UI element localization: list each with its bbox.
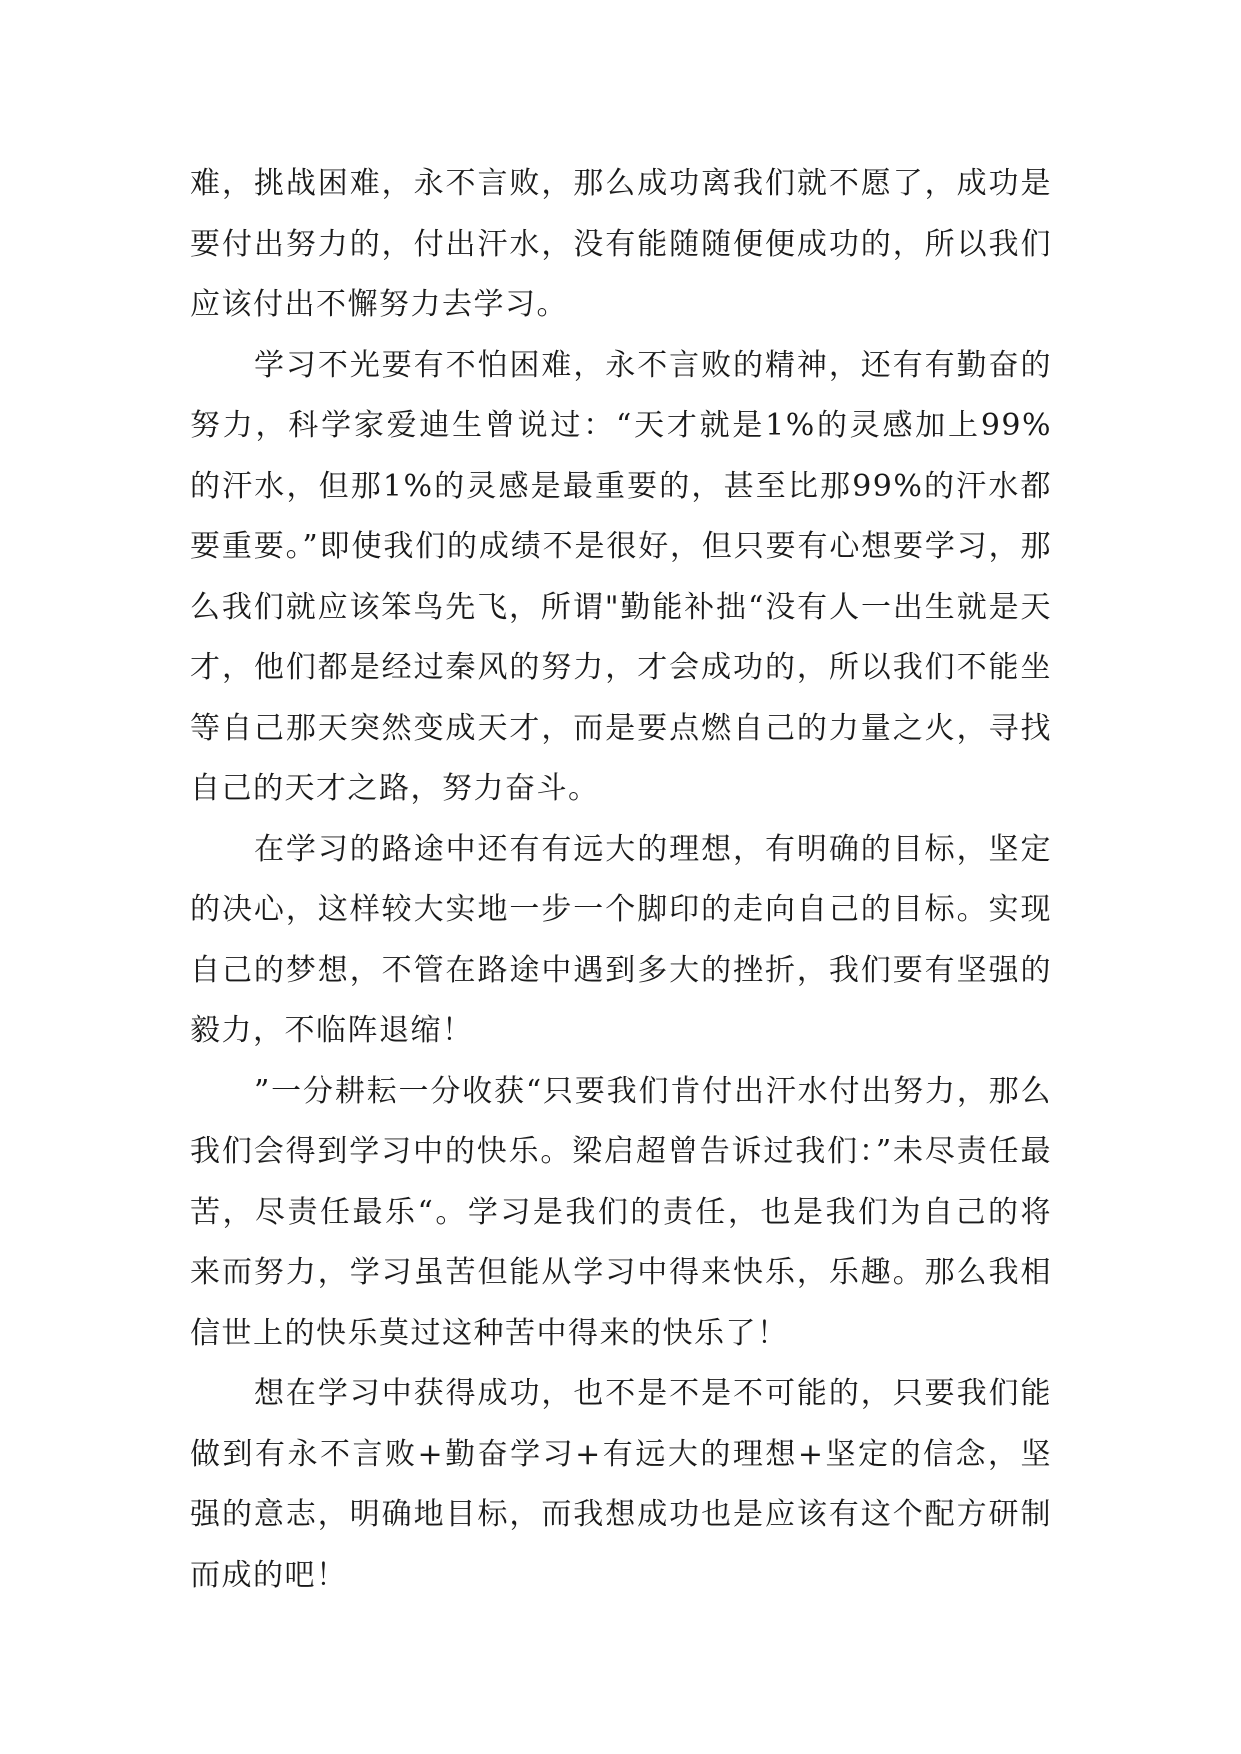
paragraph-2: 学习不光要有不怕困难，永不言败的精神，还有有勤奋的努力，科学家爱迪生曾说过：“天才就是1%的灵感加上99%的汗水，但那1%的灵感是最重要的，甚至比那99%的汗水都要重要。”即使我们的成绩不是很好，但只要有心想要学习，那么我们就应该笨鸟先飞，所谓"勤能补拙“没有人一出生就是天才，他们都是经过秦风的努力，才会成功的，所以我们不能坐等自己那天突然变成天才，而是要点燃自己的力量之火，寻找自己的天才之路，努力奋斗。 bbox=[190, 347, 1052, 806]
paragraph-1: 难，挑战困难，永不言败，那么成功离我们就不愿了，成功是要付出努力的，付出汗水，没有能随随便便成功的，所以我们应该付出不懈努力去学习。 bbox=[190, 166, 1052, 322]
paragraph-5: 想在学习中获得成功，也不是不是不可能的，只要我们能做到有永不言败+勤奋学习+有远大的理想+坚定的信念，坚强的意志，明确地目标，而我想成功也是应该有这个配方研制而成的吧！ bbox=[190, 1376, 1052, 1593]
paragraph-4: ”一分耕耘一分收获“只要我们肯付出汗水付出努力，那么我们会得到学习中的快乐。梁启超曾告诉过我们：”未尽责任最苦，尽责任最乐“。学习是我们的责任，也是我们为自己的将来而努力，学习虽苦但能从学习中得来快乐，乐趣。那么我相信世上的快乐莫过这种苦中得来的快乐了！ bbox=[190, 1073, 1052, 1351]
document-body bbox=[190, 154, 1052, 1606]
paragraph-3: 在学习的路途中还有有远大的理想，有明确的目标，坚定的决心，这样较大实地一步一个脚印的走向自己的目标。实现自己的梦想，不管在路途中遇到多大的挫折，我们要有坚强的毅力，不临阵退缩！ bbox=[190, 831, 1052, 1048]
